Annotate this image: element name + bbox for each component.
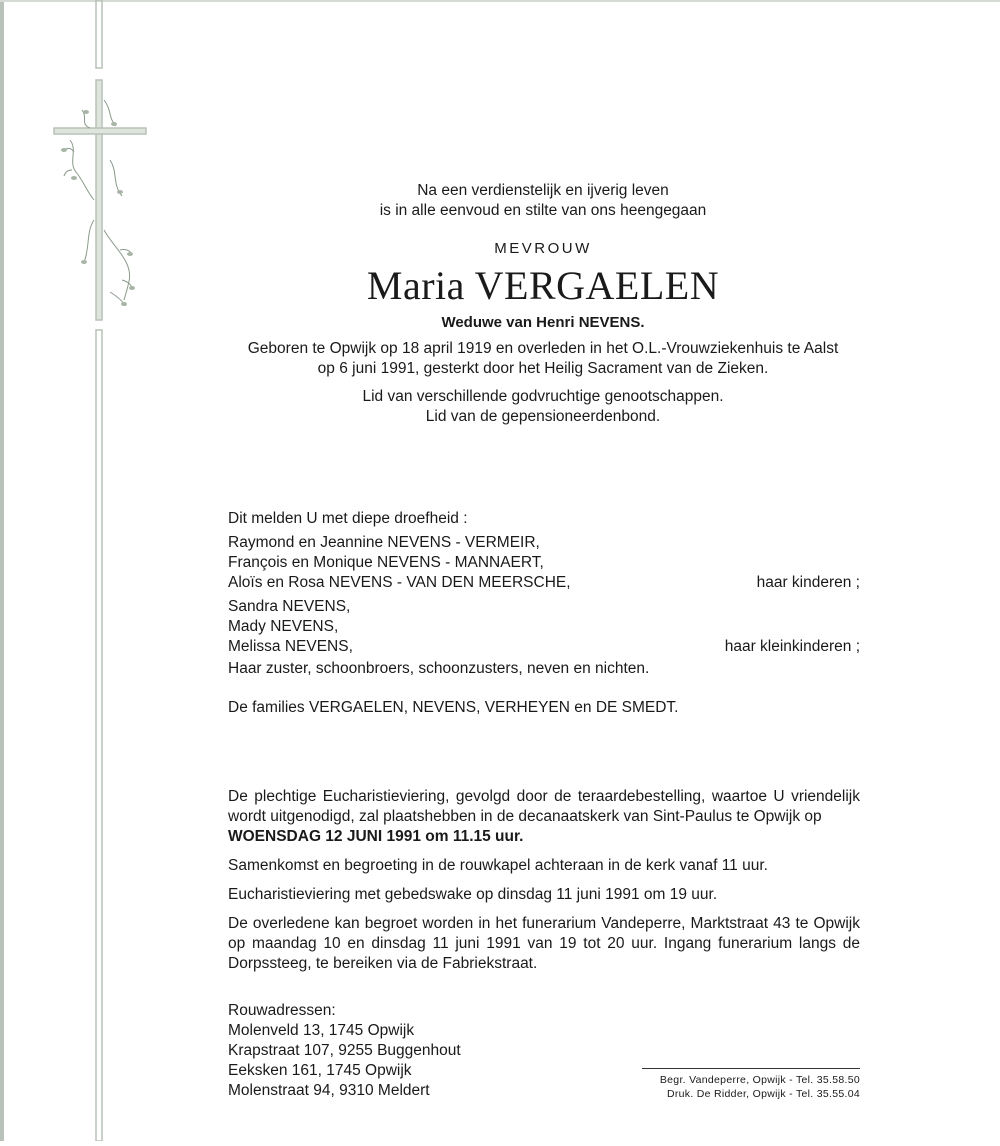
list-item: François en Monique NEVENS - MANNAERT, <box>228 554 544 571</box>
list-item: Eeksken 161, 1745 Opwijk <box>228 1062 412 1079</box>
memberships-text <box>0 387 1000 427</box>
title-prefix: MEVROUW <box>494 240 592 257</box>
families-text: De families VERGAELEN, NEVENS, VERHEYEN en DE SMEDT. <box>228 699 679 716</box>
service-details <box>228 787 860 974</box>
children-label: haar kinderen ; <box>756 574 860 591</box>
list-item: Raymond en Jeannine NEVENS - VERMEIR, <box>228 534 540 551</box>
family-announcement <box>228 509 860 718</box>
intro-line-2: is in alle eenvoud en stilte van ons heengegaan <box>379 202 707 219</box>
cross-with-vine-icon <box>50 0 150 1141</box>
list-item: Molenstraat 94, 9310 Meldert <box>228 1082 430 1099</box>
deceased-name: Maria VERGAELEN <box>366 263 720 308</box>
printer-line-2: Druk. De Ridder, Opwijk - Tel. 35.55.04 <box>666 1088 860 1100</box>
addresses-heading: Rouwadressen: <box>228 1002 336 1019</box>
printer-line-1: Begr. Vandeperre, Opwijk - Tel. 35.58.50 <box>659 1074 860 1086</box>
list-item: Mady NEVENS, <box>228 618 339 635</box>
grandchildren-label: haar kleinkinderen ; <box>724 638 860 655</box>
service-text: De plechtige Eucharistieviering, gevolgd door de teraardebestelling, waartoe U vriendelijk wordt uitgenodigd, zal plaatshebben in de decanaatskerk van Sint-Paulus te Opwijk op <box>228 788 860 825</box>
gathering-text: Samenkomst en begroeting in de rouwkapel achteraan in de kerk vanaf 11 uur. <box>228 857 768 874</box>
viewing-text: De overledene kan begroet worden in het funerarium Vandeperre, Marktstraat 43 te Opwijk op maandag 10 en dinsdag 11 juni 1991 van 19 tot 20 uur. Ingang funerarium langs de Dorpssteeg, te bereiken via de Fabriekstraat. <box>228 915 860 972</box>
membership-line-2: Lid van de gepensioneerdenbond. <box>425 408 661 425</box>
widow-of: Weduwe van Henri NEVENS. <box>441 314 645 331</box>
announcement-intro: Dit melden U met diepe droefheid : <box>228 510 468 527</box>
grandchildren-last-row <box>228 637 860 657</box>
printer-credits <box>642 1068 860 1101</box>
intro-text <box>0 181 1000 221</box>
children-last-row <box>228 573 860 593</box>
mourning-addresses <box>228 1001 548 1101</box>
service-date: WOENSDAG 12 JUNI 1991 om 11.15 uur. <box>228 828 524 845</box>
children-list <box>228 533 860 593</box>
list-item: Krapstraat 107, 9255 Buggenhout <box>228 1042 461 1059</box>
intro-line-1: Na een verdienstelijk en ijverig leven <box>417 182 669 199</box>
relatives-text: Haar zuster, schoonbroers, schoonzusters, neven en nichten. <box>228 660 650 677</box>
list-item: Aloïs en Rosa NEVENS - VAN DEN MEERSCHE, <box>228 574 571 591</box>
membership-line-1: Lid van verschillende godvruchtige genootschappen. <box>362 388 724 405</box>
list-item: Sandra NEVENS, <box>228 598 351 615</box>
page-edge <box>0 0 4 1141</box>
birth-death-line-2: op 6 juni 1991, gesterkt door het Heilig Sacrament van de Zieken. <box>317 360 769 377</box>
grandchildren-list <box>228 597 860 657</box>
list-item: Melissa NEVENS, <box>228 638 353 655</box>
vigil-text: Eucharistieviering met gebedswake op dinsdag 11 juni 1991 om 19 uur. <box>228 886 718 903</box>
page-edge-top <box>0 0 1000 2</box>
birth-death-line-1: Geboren te Opwijk op 18 april 1919 en overleden in het O.L.-Vrouwziekenhuis te Aalst <box>247 340 839 357</box>
service-paragraph <box>228 787 860 847</box>
list-item: Molenveld 13, 1745 Opwijk <box>228 1022 415 1039</box>
birth-death-text <box>0 339 1000 379</box>
